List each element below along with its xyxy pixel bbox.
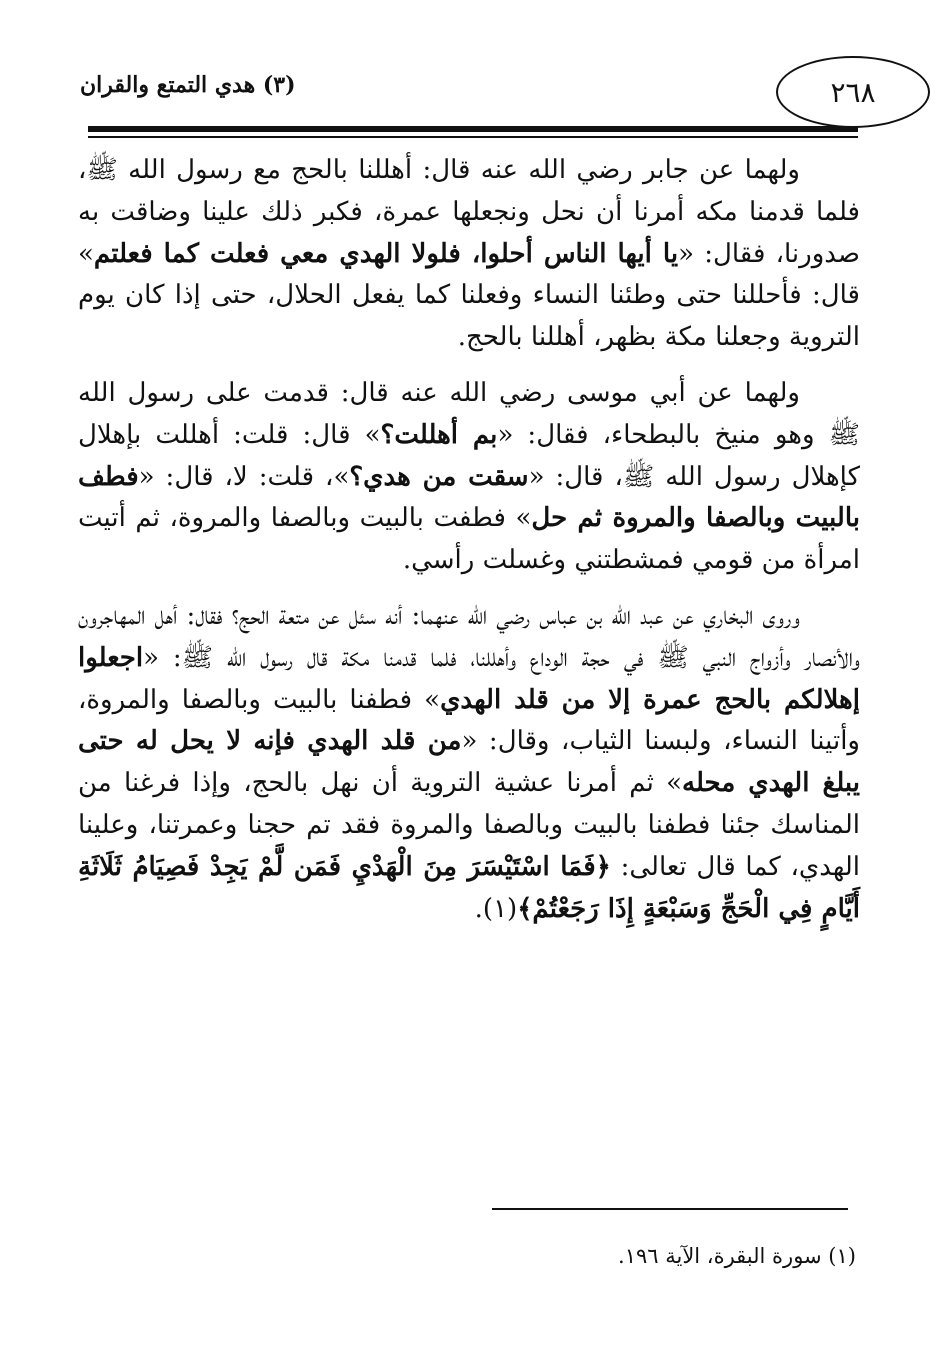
paragraph-2 — [78, 373, 860, 582]
text-run: ولهما عن أبي موسى رضي الله عنه قال: قدمت على رسول الله ﷺ وهو منيخ بالبطحاء، فقال: « — [78, 377, 861, 450]
hadith-quote: بم أهللت؟ — [380, 419, 498, 450]
header-rule-thick — [88, 126, 858, 132]
hadith-quote: يا أيها الناس أحلوا، فلولا الهدي معي فعلت كما فعلتم — [93, 238, 679, 269]
footnote-rule — [492, 1208, 848, 1210]
quran-verse: ﴿فَمَا اسْتَيْسَرَ مِنَ الْهَدْيِ فَمَن لَّمْ يَجِدْ فَصِيَامُ ثَلَاثَةِ أَيَّامٍ فِي الْحَجِّ وَسَبْعَةٍ إِذَا رَجَعْتُمْ﴾ — [78, 851, 860, 924]
text-run: ولهما عن جابر رضي الله عنه قال: أهللنا بالحج مع رسول الله ﷺ، فلما قدمنا مكه أمرنا أن نحل ونجعلها عمرة، فكبر ذلك علينا وضاقت به صدورنا، فقال: « — [78, 155, 860, 269]
paragraph-1 — [78, 150, 860, 359]
page-number: ٢٦٨ — [776, 56, 930, 128]
running-head: (٣) هدي التمتع والقران — [80, 72, 296, 98]
text-run: » فطفنا بالبيت وبالصفا والمروة، وأتينا النساء، ولبسنا الثياب، وقال: « — [78, 684, 860, 757]
text-run: » قال: قلت: أهللت بإهلال كإهلال رسول الله ﷺ، قال: « — [78, 419, 860, 492]
hadith-quote: سقت من هدي؟ — [349, 461, 529, 492]
header-rule-thin — [88, 136, 858, 138]
paragraph-3 — [78, 596, 860, 930]
text-run: »، قلت: لا، قال: « — [138, 461, 350, 492]
hadith-quote: اجعلوا إهلالكم بالحج عمرة إلا من قلد الهدي — [78, 642, 860, 715]
body-text — [78, 150, 860, 944]
footnote-ref: (١). — [474, 893, 518, 924]
text-run: » قال: فأحللنا حتى وطئنا النساء وفعلنا كما يفعل الحلال، حتى إذا كان يوم التروية وجعلنا مكة بظهر، أهللنا بالحج. — [78, 238, 860, 353]
hadith-quote: من قلد الهدي فإنه لا يحل له حتى يبلغ الهدي محله — [78, 726, 861, 799]
text-run: » ثم أمرنا عشية التروية أن نهل بالحج، وإذا فرغنا من المناسك جئنا فطفنا بالبيت وبالصفا والمروة فقد تم حجنا وعمرتنا، وعلينا الهدي، كما قال تعالى: — [78, 768, 860, 882]
hadith-quote: فطف بالبيت وبالصفا والمروة ثم حل — [78, 461, 860, 534]
text-run: وروى البخاري عن عبد الله بن عباس رضي الله عنهما: أنه سئل عن متعة الحج؟ فقال: أهل المهاجرون والأنصار وأزواج النبي ﷺ في حجة الوداع وأهللنا، فلما قدمنا مكة قال رسول الله ﷺ: « — [78, 600, 860, 673]
footnote: (١) سورة البقرة، الآية ١٩٦. — [618, 1244, 856, 1268]
text-run: » فطفت بالبيت وبالصفا والمروة، ثم أتيت امرأة من قومي فمشطتني وغسلت رأسي. — [78, 503, 860, 576]
